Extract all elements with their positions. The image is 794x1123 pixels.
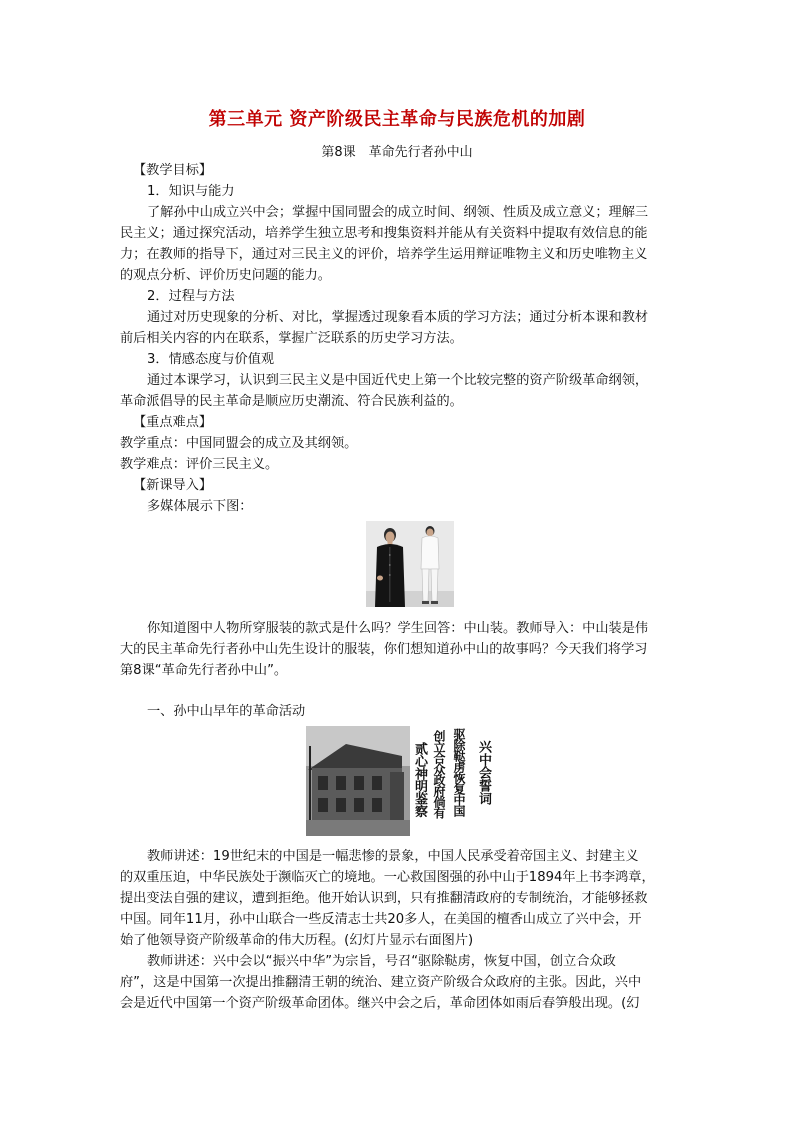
paragraph-line: 教学难点：评价三民主义。 — [120, 457, 279, 472]
paragraph-line: 革命派倡导的民主革命是顺应历史潮流、符合民族利益的。 — [120, 394, 463, 409]
section-heading: 【重点难点】 — [133, 415, 213, 430]
subsection-heading: 2．过程与方法 — [147, 289, 235, 304]
paragraph-line: 通过对历史现象的分析、对比，掌握透过现象看本质的学习方法；通过分析本课和教材 — [147, 310, 649, 325]
subsection-heading: 3．情感态度与价值观 — [147, 352, 275, 367]
subsection-heading: 1．知识与能力 — [147, 184, 235, 199]
paragraph-line: 力；在教师的指导下，通过对三民主义的评价，培养学生运用辩证唯物主义和历史唯物主义 — [120, 247, 648, 262]
zhongshan-suit-photo — [366, 521, 454, 607]
lesson-title: 第8课 革命先行者孙中山 — [321, 145, 473, 160]
calligraphy-col-2: 驱除鞑虏恢复中国 — [452, 728, 466, 816]
paragraph-line: 民主义；通过探究活动，培养学生独立思考和搜集资料并能从有关资料中提取有效信息的能 — [120, 226, 648, 241]
paragraph-line: 你知道图中人物所穿服装的款式是什么吗？学生回答：中山装。教师导入：中山装是伟 — [147, 621, 649, 636]
paragraph-line: 教师讲述：兴中会以“振兴中华”为宗旨，号召“驱除鞑虏，恢复中国，创立合众政 — [147, 954, 616, 969]
paragraph-line: 了解孙中山成立兴中会；掌握中国同盟会的成立时间、纲领、性质及成立意义；理解三 — [147, 205, 649, 220]
xingzhonghui-figure — [306, 726, 498, 836]
paragraph-line: 的观点分析、评价历史问题的能力。 — [120, 268, 331, 283]
section-heading: 一、孙中山早年的革命活动 — [147, 704, 306, 719]
section-heading: 【新课导入】 — [133, 478, 213, 493]
calligraphy-col-4: 贰心神明鉴察 — [412, 742, 427, 817]
calligraphy-col-1: 兴中会誓词 — [476, 740, 491, 805]
paragraph-line: 的双重压迫，中华民族处于濒临灭亡的境地。一心救国图强的孙中山于1894年上书李鸿章， — [120, 870, 655, 885]
paragraph-line: 府”，这是中国第一次提出推翻清王朝的统治、建立资产阶级合众政府的主张。因此，兴中 — [120, 975, 642, 990]
calligraphy-col-3: 创立合众政府倘有 — [432, 730, 446, 818]
paragraph-line: 中国。同年11月，孙中山联合一些反清志士共20多人，在美国的檀香山成立了兴中会，开 — [120, 912, 642, 927]
unit-title: 第三单元 资产阶级民主革命与民族危机的加剧 — [208, 109, 586, 130]
paragraph-line: 大的民主革命先行者孙中山先生设计的服装，你们想知道孙中山的故事吗？今天我们将学习 — [120, 642, 648, 657]
paragraph-line: 提出变法自强的建议，遭到拒绝。他开始认识到，只有推翻清政府的专制统治，才能够拯救 — [120, 891, 648, 906]
paragraph-line: 通过本课学习，认识到三民主义是中国近代史上第一个比较完整的资产阶级革命纲领， — [147, 373, 649, 388]
paragraph-line: 第8课“革命先行者孙中山”。 — [120, 663, 288, 678]
paragraph-line: 前后相关内容的内在联系，掌握广泛联系的历史学习方法。 — [120, 331, 463, 346]
paragraph-line: 多媒体展示下图： — [147, 499, 253, 514]
paragraph-line: 教师讲述：19世纪末的中国是一幅悲惨的景象，中国人民承受着帝国主义、封建主义 — [147, 849, 639, 864]
paragraph-line: 始了他领导资产阶级革命的伟大历程。(幻灯片显示右面图片) — [120, 933, 474, 948]
paragraph-line: 教学重点：中国同盟会的成立及其纲领。 — [120, 436, 358, 451]
paragraph-line: 会是近代中国第一个资产阶级革命团体。继兴中会之后，革命团体如雨后春笋般出现。(幻 — [120, 996, 640, 1011]
section-heading: 【教学目标】 — [133, 163, 213, 178]
